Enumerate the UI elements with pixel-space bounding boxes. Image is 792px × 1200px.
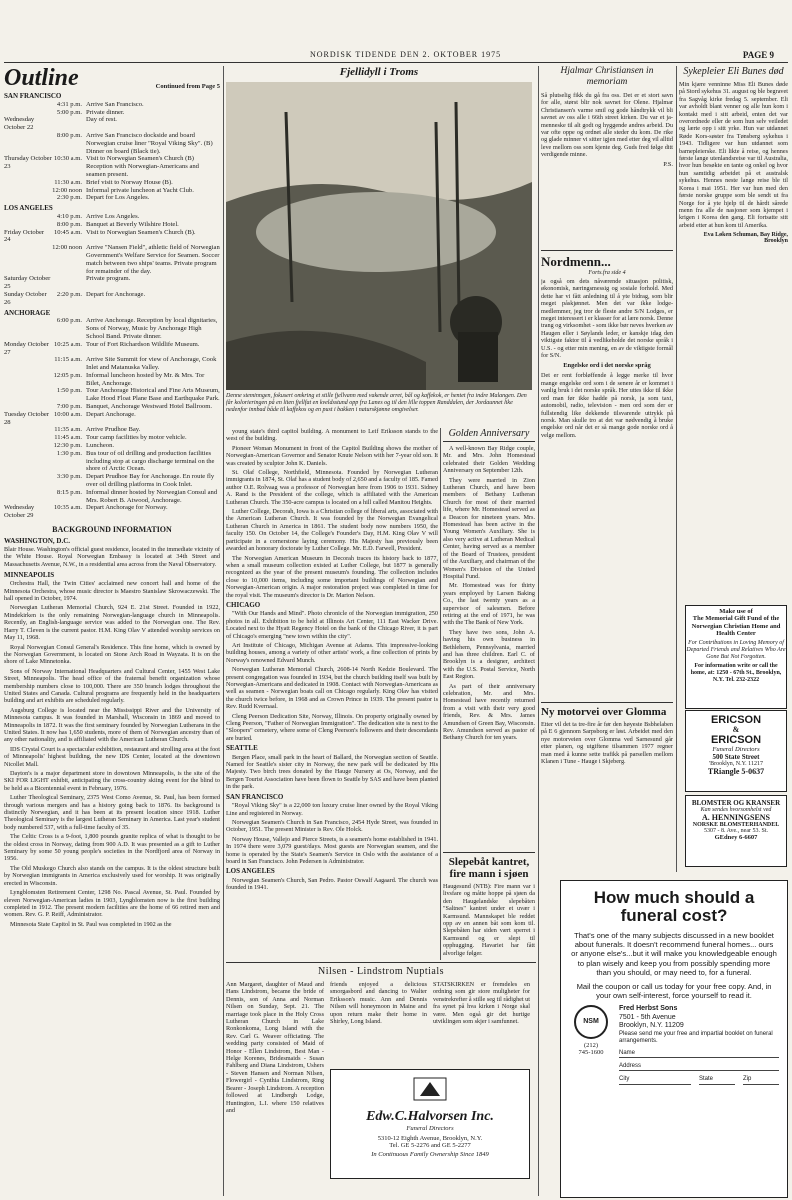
city-heading: ANCHORAGE [4,308,51,317]
halvorsen-foot: In Continuous Family Ownership Since 1849 [371,1151,489,1158]
schedule-row [4,213,220,221]
schedule-time: 10:25 a.m. [53,340,82,348]
paragraph: Mr. Homestead was for thirty years employed by Larsen Baking Co., the last twenty years as a supervisor of salesmen. Before retiring at the end of 1971, he was with the The Bank of New York. [443,582,535,627]
hjalmar-article [541,66,673,246]
schedule-day [4,473,52,489]
schedule-row [4,426,220,434]
schedule-time: 7:00 p.m. [56,403,82,411]
schedule-event: Depart Anchorage for Norway. [86,504,168,512]
schedule-time: 12:30 p.m. [53,442,82,450]
halvorsen-address: 5310-12 Eighth Avenue, Brooklyn, N.Y. [377,1135,483,1142]
landscape-photo [226,82,532,390]
ericson-ad [685,710,787,792]
nuptials-title: Nilsen - Lindstrom Nuptials [318,966,444,977]
continued-note: Continued from Page 5 [155,83,220,90]
ericson-name1: ERICSON [710,714,762,726]
schedule-event: Depart Prudhoe Bay for Anchorage. En route fly over oil drilling platforms in Cook Inlet. [86,473,215,489]
section-heading: CHICAGO [226,600,261,609]
schedule-row [4,179,220,187]
schedule-time [52,116,86,132]
schedule-day: Friday October 24 [4,228,45,244]
city-field[interactable]: City [619,1075,691,1084]
blomster-phone: GEdney 6-6607 [714,834,758,841]
name-field[interactable]: Name [619,1049,779,1058]
ericson-phone: TRiangle 5-0637 [707,767,765,776]
schedule-row [4,275,220,291]
schedule-time: 8:00 p.m. [56,220,82,228]
section-heading: SEATTLE [226,744,258,753]
nuptials-col3: STATSKIRKEN er fremdeles en ordning som gir store muligheter for venstrekrefter å stille seg til rådighet ut fra synet på hva kirken i Norge skal være. Men også gir det hurtige utviklingen som skjer i samfunnet. [433,981,530,1026]
paragraph: Bergen Place, small park in the heart of Ballard, the Norwegian section of Seattle. Named for Seattle's sister city in Norway, the new park will be dedicated by His Majesty. Two birch trees donated by the Hauge Nursery at Os, Norway, and the Bergen Tourist Association have been flown to Seattle by SAS and have been planted in the park. [226,753,438,791]
schedule-time: 12:05 p.m. [53,371,82,379]
schedule-row [4,229,220,245]
funeral-cost-ad [560,880,788,1198]
section-heading: WASHINGTON, D.C. [4,537,70,546]
paragraph: Cleng Peerson Dedication Site, Norway, Illinois. On property originally owned by Cleng Peerson, "Father of Norwegian Immigration". The dedication site is next to the "Sloopers" cemetery, where some of Cleng Peerson's followers and their descendants are buried. [226,712,438,742]
schedule-day [4,317,52,340]
nuptials-article [226,966,536,1196]
schedule-time: 6:00 p.m. [56,317,82,325]
schedule-day [4,213,52,221]
paragraph: Orchestra Hall, the Twin Cities' acclaimed new concert hall and home of the Minnesota Orchestra, whose music director is Maestro Stanislaw Skrowaczewski. The hall opened in October, 1974. [4,580,220,603]
coupon-request: Please send me your free and impartial booklet on funeral arrangements. [619,1030,773,1044]
nordmenn-body2: Det er rent forbløffende å legge merke til hvor mange engelske ord som i de senere år er kommet i vanlig bruk i det norske språk. Her uttes ikke til ikke ord man før ikke hadde på norsk, ja som taxi, automobil, radio, television - men ord som der er fullstendig like dekkende tilsvarende uttrykk på norsk. Man skulle tro at det var nødvendig å bruke engelske ord når det er så mange gode norske ord å velge mellom. [541,372,673,439]
schedule-row [4,450,220,473]
column-rule [223,66,224,1196]
nordmenn-title: Nordmenn... [541,254,611,269]
schedule-row [4,372,220,388]
paragraph: Norwegian Seamen's Church, San Pedro. Pastor Oswalf Aagaard. The church was founded in 1941. [226,876,438,892]
paragraph: Augsburg College is located near the Mississippi River and the University of Minnesota campus. It was founded in Marshall, Wisconsin in 1869 and moved to Minneapolis in 1872. It was the first seminary founded by Norwegian Lutherans in the United States. It now has 1,650 students, more of them of Norwegian ancestry than of any other nationality, and is affiliated with the American Lutheran Church. [4,706,220,744]
paragraph: St. Olaf College, Northfield, Minnesota. Founded by Norwegian Lutheran immigrants in 1874, St. Olaf has a student body of 2,650 and a faculty of 185. Famed author O.E. Rolvaag was a professor of Norwegian here from 1906 to 1931. Sidney A. Rand is the President of the college, which is affiliated with the American Lutheran Church. The 350-acre campus is located on a hill called Manitou Heights. [226,469,438,506]
schedule [4,93,220,520]
memorial-info: For information write or call the home, at: 1250 - 67th St., Brooklyn, N.Y. Tel. 232-2322 [690,662,782,683]
state-field[interactable]: State [699,1075,735,1084]
body-text: Blair House. Washington's official guest residence, located in the immediate vicinity of the White House. Royal Norwegian Embassy is located at 34th Street and Massachusetts Avenue, N.W., in a residential area across from the Naval Observatory. [4,546,220,568]
schedule-time: 11:15 a.m. [54,356,82,364]
schedule-time: 5:00 p.m. [56,108,82,116]
golden-body [443,445,535,742]
paragraph: Norwegian Lutheran Memorial Church, 924 E. 21st Street. Founded in 1922, Mindekirken is the only remaining Norwegian-language church in Minneapolis. Recently, an English-language service was added to the Norwegian one. The Rev. Harry T. Cleven is the current pastor. H.M. King Olav V attended worship services on May 11, 1968. [4,604,220,642]
halvorsen-ad [330,1069,530,1179]
ericson-address: 500 State Street [712,753,760,761]
schedule-event: Banquet, Anchorage Westward Hotel Ballroom. [86,403,213,411]
sykepleier-article [679,66,788,602]
memorial-fund-ad [685,605,787,709]
schedule-time: 4:10 p.m. [56,212,82,220]
slepebat-title: Slepebåt kantret, fire mann i sjøen [448,856,530,880]
schedule-row [4,434,220,442]
section-rule [541,250,673,251]
photo-feature [226,66,532,426]
schedule-time: 11:45 a.m. [54,434,82,442]
column-rule [676,66,677,872]
halvorsen-sub: Funeral Directors [406,1125,454,1132]
photo-illustration [226,82,532,390]
memorial-head: Make use of [719,608,753,615]
nordmenn-body: ja også om dets nåværende situasjon politisk, økonomisk, næringsmessig og sosiale forhold. Med dette har vi fått anledning til å yte bidrag, som blir meget påskjønnet. Men det var ikke lodge-medlemmer, jeg tror de fleste andre S/N Lodges, er meget interessert i er klasser for at lære norsk. Denne trang og virksomhet - som ikke bør neves hverken av Haugen eller i Søylands leder, er kanskje idag den viktigste faktor til å vedlikeholde det norske språk i U.S. - og etter min mening, en av de viktigste formål for S/N. [541,278,673,360]
background-continued [226,428,438,960]
paragraph: Dayton's is a major department store in downtown Minneapolis, is the site of the SKI FOR LIGHT exhibit, anticipating the cross-country skiing event for the blind to be held as a Bicentennial event in February, 1976. [4,770,220,792]
column-rule [440,428,441,960]
phone-area: (212) [583,1042,599,1050]
schedule-day [4,426,52,434]
ericson-name2: ERICSON [710,734,762,746]
schedule-day [4,194,52,202]
photo-title: Fjellidyll i Troms [339,66,419,78]
memorial-body: For Contributions in Loving Memory of Departed Friends and Relatives Who Are Gone But Not Forgotten. [686,639,786,660]
paragraph: Norwegian Lutheran Memorial Church, 2608-14 North Kedzie Boulevard. The present congregation was founded in 1934, but the church building itself was built by Norwegian-Americans and dedicated in 1908. Contact with Norwegian-Americans as well as seamen - Norwegian boats call on Chicago regularly. King Olav has visited the church twice before, in 1968 and as Crown Prince in 1939. The present pastor is Rev. Rudd Kvernaal. [226,666,438,711]
hjalmar-sign: P.S. [663,160,673,168]
city-heading: LOS ANGELES [4,204,53,213]
paragraph: Pioneer Woman Monument in front of the Capitol Building shows the mother of Norwegian-American Governor and Senator Knute Nelson with her 7-year old son. It was created by sculptor John K. Daniels. [226,444,438,467]
funeral-headline: How much should a funeral cost? [593,888,755,925]
schedule-event: Tour camp facilities by motor vehicle. [86,434,187,442]
schedule-event: Visit to Norwegian Seamen's Church (B). [86,228,196,236]
schedule-time: 11:35 a.m. [54,426,82,434]
schedule-event: Private dinner. [86,108,125,116]
emblem-icon [410,1074,450,1104]
motorvei-title: Ny motorvei over Glomma [541,706,667,718]
schedule-day [4,109,52,117]
page-number: PAGE 9 [742,50,774,60]
paragraph: As part of their anniversary celebration, Mr. and Mrs. Homestead have recently returned from a visit with their very good friends, Rev. & Mrs. James Amundsen of Green Bay, Wisconsin. Rev. Amundson served as pastor of Bethany Church for ten years. [443,682,535,742]
schedule-time: 8:15 p.m. [56,488,82,496]
body-text: young state's third capitol building. A monument to Leif Eriksson stands to the west of the building. [226,428,438,443]
schedule-event: Banquet at Beverly Wilshire Hotel. [86,220,179,228]
halvorsen-phone: Tel. GE 5-2276 and GE 5-2277 [389,1142,471,1149]
schedule-day [4,442,52,450]
paragraph: Lyngblomsten Retirement Center, 1298 No. Pascal Avenue, St. Paul. Founded by eleven Norwegian-American ladies in 1903, Lyngblomsten now is the first building completed in 1912. The present modern facilities are the home of 66 retired men and women. Rev. G. P. Reiff, Administrator. [4,889,220,919]
sykepleier-sign: Eva Løken Schuman, Bay Ridge, Brooklyn [703,232,788,245]
schedule-day: Thursday October 23 [4,155,52,171]
schedule-event: Arrive San Francisco. [86,100,144,108]
schedule-row [4,194,220,202]
sykepleier-title: Sykepleier Eli Bunes død [683,66,784,77]
slepebat-article [443,852,535,961]
outline-column [4,66,220,1196]
schedule-time: 10:45 a.m. [53,228,82,236]
paragraph: Art Institute of Chicago, Michigan Avenue at Adams. This impressive-looking building houses, among a variety of other artists' work, a fine collection of prints by Norway's renowned Edvard Munch. [226,641,438,664]
schedule-day [4,132,52,155]
schedule-row [4,442,220,450]
motorvei-article [541,706,673,866]
section-rule [541,702,673,703]
schedule-time: 10:00 a.m. [53,410,82,418]
schedule-row [4,291,220,307]
ericson-city: 'Brooklyn, N.Y. 11217 [709,761,763,767]
schedule-event: Depart Anchorage. [86,410,136,418]
schedule-event: Luncheon. [86,442,115,450]
phone-number: 745-1600 [578,1049,604,1057]
schedule-row [4,411,220,427]
firm-city: Brooklyn, N.Y. 11209 [619,1022,684,1030]
schedule-day: Wednesday October 29 [4,504,35,520]
blomster-address: 5307 - 8. Ave., near 53. St. [703,828,769,834]
schedule-event: Tour Anchorage Historical and Fine Arts Museum, Lake Hood Float Plane Base and Earthquake Park. [86,387,220,403]
firm-name: Fred Herbst Sons [619,1005,678,1013]
schedule-time: 10:30 a.m. [53,155,82,163]
schedule-day [4,403,52,411]
paragraph: Sons of Norway International Headquarters and Cultural Center, 1455 West Lake Street, Minneapolis. The head office of the fraternal benefit organization whose membership numbers close to 100,000. There are 350 branch lodges throughout the United States and Canada. Cultural programs are frequently held in the headquarters building and art exhibits are scheduled regularly. [4,667,220,705]
nuptials-col1: Ann Margaret, daughter of Maud and Hans Lindstrom, became the bride of Dennis, son of Anna and Norman Nilsen on Sunday, Sept. 21. The marriage took place in the Holy Cross Lutheran Church in Lake Ronkonkoma, Long Island with the Rev. Carl G. Weaver officiating. The wedding party consisted of Maid of Honor - Ellen Lindstrom, Best Man - Helge Korenes, Bridesmaids - Susan Fahlberg and Diana Lindstrom, Ushers - Steven Hansen and Norman Nilsen, Flowergirl - Cynthia Lindstrom, Ring Bearer - Joseph Lindstrom. A reception followed at Lindbergh Lodge, Huntington, L.I. where 150 relatives and [226,981,324,1114]
paragraph: The Old Muskego Church also stands on the campus. It is the oldest structure built by Norwegian immigrants in America exclusively used for worship. It was originally erected in Wisconsin. [4,864,220,887]
schedule-row [4,317,220,340]
schedule-event: Informal private luncheon at Yacht Club. [86,186,194,194]
photo-caption: Denne steminngen, fokusert omkring et stille fjellvann med vakende arret, bål og kaffekok, er hentet fra indre Malangen. Den får kolorieringen på en liten fjellfat en kveldsstund opp fra Lanes og til den lille toppen Randdalen, der Jordaunnet like nedenfor innbad både til kaffekos og en pust i bakken i naturskjønne omgivelser. [226,393,527,413]
schedule-day [4,434,52,442]
schedule-day [4,450,52,473]
schedule-event: Depart for Anchorage. [86,290,146,298]
nsm-logo: NSM [574,1005,608,1039]
nuptials-col2: friends enjoyed a delicious smorgasbord and dancing to Walter Eriksson's music. Ann and Dennis Nilsen will honeymoon in Maine and upon return make their home in Shirley, Long Island. [330,981,427,1026]
paragraph: Royal Norwegian Consul General's Residence. This fine home, which is owned by the Norwegian Government, is located on Stone Arch Road in Wayzata. It is on the shore of Lake Minnetonka. [4,643,220,666]
hjalmar-title: Hjalmar Christiansen in memoriam [560,66,654,87]
memorial-name: The Memorial Gift Fund of the Norwegian Christian Home and Health Center [691,615,781,637]
schedule-row [4,132,220,155]
schedule-row [4,403,220,411]
funeral-body: That's one of the many subjects discussed in a new booklet about funerals. It doesn't recommend funeral homes... ours or anyone else's...but it will make you knowledgeable enough to plan wisely and keep you from possibly spending more than you should, or may need to, for a funeral. [571,931,777,977]
golden-title: Golden Anniversary [443,428,535,442]
paragraph: A well-known Bay Ridge couple, Mr. and Mrs. John Homestead celebrated their Golden Wedding Anniversary on September 12th. [443,445,535,475]
slepebat-body: Haugesund (NTB): Fire mann var i livsfare og måtte hoppe på sjøen da den Haugelandske slepebåten "Saltnes" kantret under et uvær i Karmsund. Mannskapet ble reddet opp av en annen båt som kom til. Slepebåten har siden vært sperret i Karmsund og er slept til opphugging. Havariet har fått alvorlige følger. [443,883,535,957]
golden-anniversary [443,428,535,848]
paragraph: Norwegian Seamen's Church in San Francisco, 2454 Hyde Street, was founded in October, 1951. The present Minister is Rev. Ole Holck. [226,818,438,834]
top-rule [4,62,788,63]
schedule-time: 3:30 p.m. [56,473,82,481]
ericson-amp: & [732,725,740,734]
schedule-day [4,489,52,505]
paragraph: The Norwegian American Museum in Decorah traces its history back to 1877, when a small museum collection existed at Luther College, but 1877 is generally recognized as the year of the present museum's founding. The collection includes close to 10,000 items, including some important buildings of Norwegian and Norwegian-American origin. A major restoration project was completed in time for the royal visit. The museum's director is Dr. Marion Nelson. [226,554,438,599]
schedule-event: Visit to Norwegian Seamen's Church (B) Reception with Norwegian-Americans and seamen present. [86,155,199,178]
schedule-day: Sunday October 26 [4,290,47,306]
blomster-head: BLOMSTER OG KRANSER [691,799,781,807]
zip-field[interactable]: Zip [743,1075,779,1084]
schedule-event: Depart for Los Angeles. [86,194,150,202]
paragraph: "With Our Hands and Mind". Photo chronicle of the Norwegian immigration, 250 photos in all. Exhibition to be held at Illinois Art Center, 111 East Wacker Drive. Located next to the Hyatt Regency Hotel on the bank of the Chicago River, it is part of Chicago's emerging "new town within the city". [226,610,438,640]
schedule-time: 2:30 p.m. [56,194,82,202]
schedule-row [4,116,220,132]
schedule-day: Tuesday October 28 [4,410,49,426]
schedule-day: Monday October 27 [4,340,49,356]
schedule-row [4,155,220,178]
schedule-row [4,356,220,372]
schedule-row [4,489,220,505]
schedule-time: 1:50 p.m. [56,387,82,395]
ericson-sub: Funeral Directors [712,746,760,753]
schedule-time: 10:35 a.m. [53,504,82,512]
nordmenn-subheading: Engelske ord i det norske språg [563,362,651,370]
schedule-day [4,244,52,275]
schedule-day: Saturday October 25 [4,275,51,291]
motorvei-body: Etter vil det ta tre-fire år før den høyeste Bsbhelaben på E 6 gjennom Sarpsborg er løst. Arbeidet med den nye motorveien over Glomma ved Sarnesund går etter planen, og utgiftene tilsammen 1977 regner man med å kunne sette trafikk på parsellen mellom Klanen i Tune - Hauge i Skjeberg. [541,721,673,766]
schedule-time: 8:00 p.m. [56,131,82,139]
schedule-row [4,244,220,275]
paragraph: They have two sons, John A. having his own business in Bethlehem, Pennsylvania, married and has three children. Earl C. of Brooklyn is a designer, architect with the U.S. Postal Service, North East Region. [443,628,535,681]
schedule-event: Arrive Anchorage. Reception by local dignitaries, Sons of Norway, Music by Anchorage High School Band. Private dinner. [86,317,218,340]
schedule-day [4,356,52,372]
hjalmar-body: Så plutselig fikk du gå fra oss. Det er et stort savn for alle, størst blir nok savnet for Olene. Hjalmar Christiansen's varme smil og gode håndtrykk vil bli savnet av oss alle i 66th street kirken. Du var et ja-menneske til alt godt og hyggende andres arbeid. Du var ofte oppe og ordnet alle steder du kom. De rike og glade minner vi sitter igjen med etter deg vil alltid leve mellom oss som kjente deg. Guds fred følge ditt verdigende minne. [541,92,673,159]
schedule-event: Arrive "Nansen Field", athletic field of Norwegian Government's Welfare Service for Seamen. Soccer match between two ships' teams. Private program for remainder of the day. [86,244,220,275]
paragraph: Luther Theological Seminary, 2375 West Como Avenue, St. Paul, has been formed through various mergers and has a history going back to 1876. Its background is distinctly Norwegian, and it has been at its present location since 1918. Luther Theological Seminary is the largest Lutheran Seminary in America. Last year's student body numbered 537, with a full-time faculty of 35. [4,794,220,831]
schedule-day [4,101,52,109]
schedule-event: Arrive Prudhoe Bay. [86,426,141,434]
background-title: BACKGROUND INFORMATION [52,525,172,535]
section-heading: MINNEAPOLIS [4,571,55,580]
blomster-name: A. HENNINGSENS [701,813,770,822]
nordmenn-cont: Forts.fra side 4 [588,270,626,276]
schedule-event: Informal luncheon hosted by Mr. & Mrs. Tor Bilet, Anchorage. [86,371,205,387]
schedule-day [4,221,52,229]
schedule-day: Wednesday October 22 [4,116,35,132]
masthead [0,0,792,64]
paragraph: Minnesota State Capitol in St. Paul was completed in 1902 as the [10,920,172,928]
section-rule [226,962,536,963]
schedule-row [4,221,220,229]
schedule-row [4,341,220,357]
schedule-day [4,187,52,195]
schedule-day [4,179,52,187]
section-heading: SAN FRANCISCO [226,792,284,801]
schedule-time: 2:20 p.m. [56,290,82,298]
paragraph: "Royal Viking Sky" is a 22,000 ton luxury cruise liner owned by the Royal Viking Line and registered in Norway. [226,802,438,817]
paragraph: Luther College, Decorah, Iowa is a Christian college of liberal arts, associated with the American Lutheran Church. It was founded by the Norwegian Evangelical Lutheran Church in America in 1861. The student body now numbers 1950, the faculty 150. On October 14, the College's Founder's Day, H.M. King Olav V will participate in a cornerstone laying ceremony. His Majesty has previously been awarded an honorary doctorate by Luther College. Mr. E.D. Farwell, President. [226,508,438,553]
schedule-row [4,109,220,117]
body-text [4,580,220,928]
schedule-event: Bus tour of oil drilling and production facilities including stop at cargo discharge terminal on the shore of Arctic Ocean. [86,449,215,473]
blomster-ad [685,795,787,867]
schedule-time: 4:31 p.m. [56,100,82,108]
paragraph: The Celtic Cross is a 9-foot, 1,800 pounds granite replica of what is thought to be the oldest cross in Norway, dating from 900 A.D. It was presented as a gift to Luther Seminary by some 50 young people's societies in the Nordfjord area of Norway in 1956. [4,833,220,863]
schedule-event: Brief visit to Norway House (B). [86,178,173,186]
sykepleier-body: Min kjære venninne Miss Eli Bunes døde på Stord sykehus 31. august og ble begravet fra Sagvåg kirke fredag 5. september. Eli var avholdt blant venner og alle hun kom i kontakt med i sitt arbeid, enten det var overordnede eller de som hun selv veiledet og lærte opp i sitt yrke. Hun var utdannet Røde Kors-søster fra Tønsberg sykehus i 1943. Tidligere var hun utdannet som barnepleierske. Eli likte å reise, og hennes første lange utenlandsreise var til Australia, hvor hun besøkte en tante og onkel og hvor hun samtidig arbeidet på et australsk sykehus. Hennes neste lange reise ble til Korea i mai 1951. Her var hun med den første norske gruppe som ble sendt ut fra Norge for å yte hjelp til de hårdt sårede menn fra alle de nasjoner som kjempet i krigen i Korea den gang. Eli fortsatte sitt arbeid etter at hun kom til Amerika. [679,81,788,229]
paragraph: Norway House, Vallejo and Pierce Streets, is a seamen's home established in 1941. In 1974 there were 3,079 guest/days. Most guests are Norwegian seamen, and the home is operated by the State's Seamen's Service in Oslo with the assistance of a board in San Francisco. John Pedersen is Administrator. [226,835,438,865]
paragraph: IDS Crystal Court is a spectacular exhibition, restaurant and strolling area at the foot of Minneapolis' highest building, the new IDS Center, located at the downtown Nicollet Mall. [4,745,220,768]
schedule-day [4,372,52,388]
firm-address: 7501 - 5th Avenue [619,1013,676,1021]
schedule-event: Arrive Site Summit for view of Anchorage, Cook Inlet and Matanuska Valley. [86,356,217,372]
blomster-shop: NORSKE BLOMSTERHANDEL [692,822,780,828]
schedule-row [4,387,220,403]
outline-title: Outline [4,66,79,91]
city-heading: SAN FRANCISCO [4,92,62,100]
schedule-event: Informal dinner hosted by Norwegian Consul and Mrs. Robert B. Atwood, Anchorage. [86,488,218,504]
schedule-event: Arrive San Francisco dockside and board Norwegian cruise liner "Royal Viking Sky". (B) Dinner on board (Black tie). [86,131,213,155]
schedule-row [4,504,220,520]
schedule-row [4,187,220,195]
schedule-time [52,275,86,291]
section-heading: LOS ANGELES [226,867,275,876]
schedule-event: Private program. [86,275,131,283]
schedule-row [4,473,220,489]
blomster-sub: Kan sendes hvorsomhelst ved [700,807,772,813]
schedule-row [4,101,220,109]
schedule-event: Tour of Fort Richardson Wildlife Museum. [86,340,200,348]
column-rule [538,66,539,1196]
address-field[interactable]: Address [619,1062,779,1071]
schedule-time: 12:00 noon [52,186,82,194]
funeral-body2: Mail the coupon or call us today for your free copy. And, in your own self-interest, force yourself to read it. [576,982,772,1001]
halvorsen-name: Edw.C.Halvorsen Inc. [366,1109,494,1124]
paper-name: NORDISK TIDENDE DEN 2. OKTOBER 1975 [310,50,502,59]
schedule-time: 12:00 noon [52,244,82,252]
schedule-event: Arrive Los Angeles. [86,212,140,220]
schedule-time: 1:30 p.m. [56,449,82,457]
schedule-day [4,387,52,403]
schedule-event: Day of rest. [86,116,117,124]
paragraph: They were married in Zion Lutheran Church, and have been members of Bethany Lutheran Church for most of their married life, where Mr. Homestead served as a Deacon for nineteen years. Mrs. Homestead has been active in the Young Women's Auxiliary. She is also very active at Lutheran Medical Center, having served as a member of the Board of Trustees, president of the Auxiliary, and chairman of the Women's Division of the United Hospital Fund. [443,476,535,580]
nordmenn-article [541,254,673,698]
schedule-time: 11:30 a.m. [54,178,82,186]
